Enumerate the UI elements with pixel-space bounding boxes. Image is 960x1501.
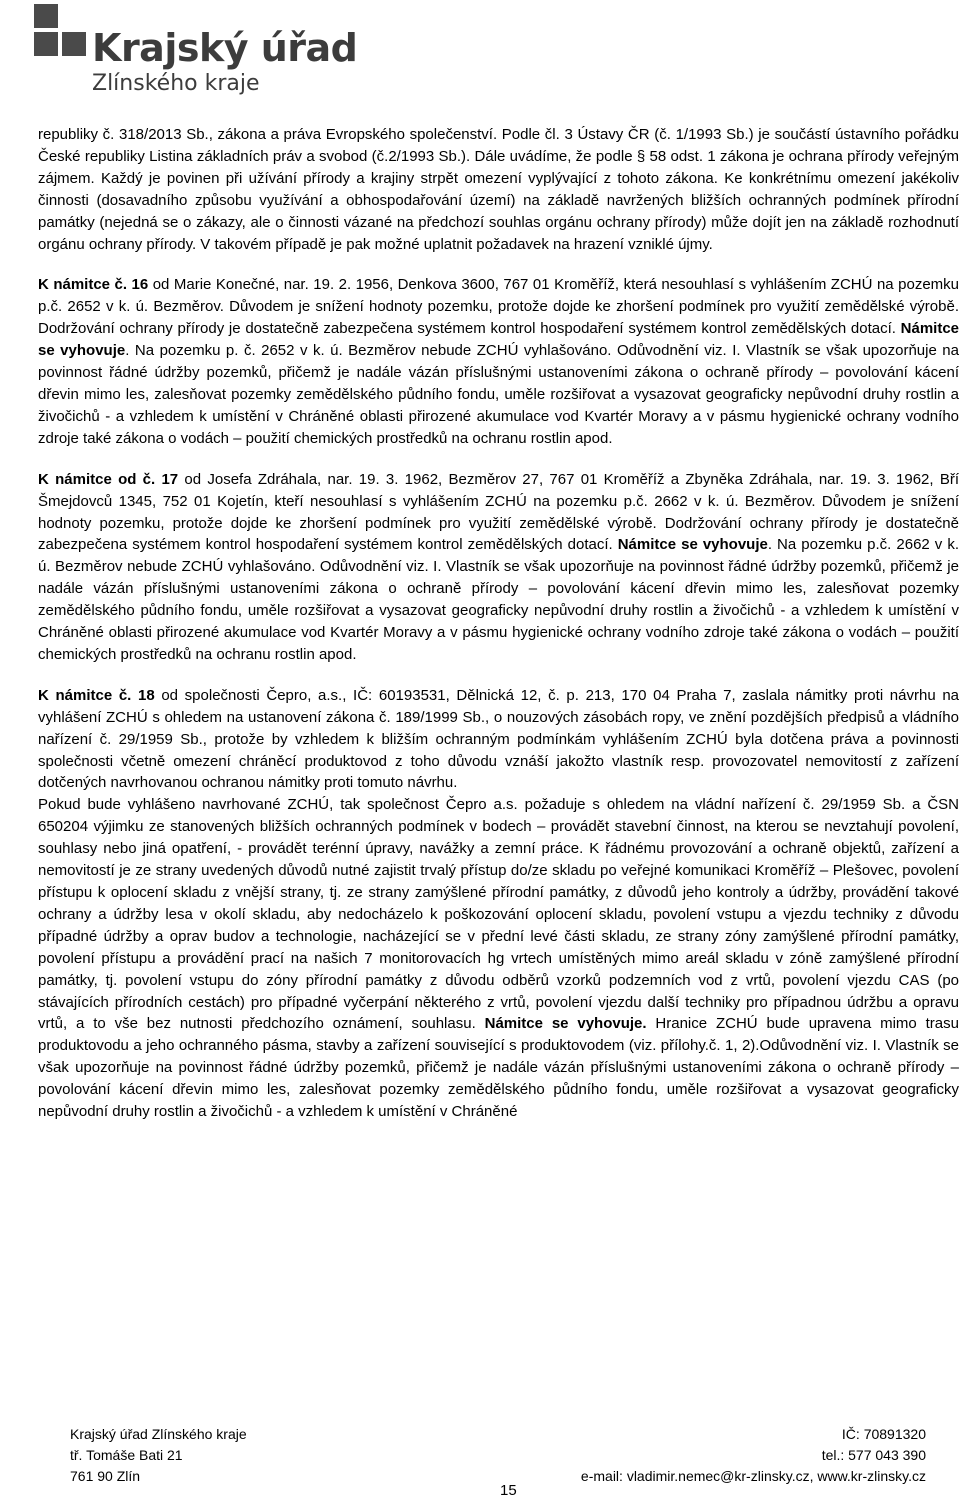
logo-title: Krajský úřad [92,26,358,70]
document-body [38,124,959,1123]
office-logo [34,4,434,100]
page-number: 15 [500,1482,517,1499]
paragraph-objection-17: K námitce od č. 17 od Josefa Zdráhala, nar. 19. 3. 1962, Bezměrov 27, 767 01 Kroměříž a Zbyněka Zdráhala, nar. 19. 3. 1962, Bří Šmejdovců 1345, 752 01 Kojetín, kteří nesouhlasí s vyhlášením ZCHÚ na pozemku p.č. 2662 v k. ú. Bezměrov. Důvodem je snížení hodnoty pozemku, protože dojde ke zhoršení podmínek pro využití zemědělské výrobě. Dodržování ochrany přírody je dostatečně zabezpečena systémem kontrol hospodaření systémem kontrol zemědělských dotací. Námitce se vyhovuje. Na pozemku p.č. 2662 v k. ú. Bezměrov nebude ZCHÚ vyhlašováno. Odůvodnění viz. I. Vlastník se však upozorňuje na povinnost řádné údržby pozemků, přičemž je nadále vázán příslušnými ustanoveními zákona o ochraně přírody – povolování kácení dřevin mimo les, zalesňovat pozemky zemědělského půdního fondu, uměle rozšiřovat a vysazovat geograficky nepůvodní druhy rostlin a živočichů - a vzhledem k umístění v Chráněné oblasti přirozené akumulace vod Kvartér Moravy a v pásmu hygienické ochrany vodního zdroje také zákona o vodách – použití chemických prostředků na ochranu rostlin apod. [38,470,959,663]
footer-street: tř. Tomáše Bati 21 [70,1447,183,1463]
objection-heading: K námitce č. 18 [38,686,155,704]
footer-address [70,1424,247,1487]
footer-email-web: e-mail: vladimir.nemec@kr-zlinsky.cz, www.kr-zlinsky.cz [580,1468,926,1484]
objection-heading: K námitce č. 16 [38,276,149,294]
page-footer [0,1424,960,1500]
paragraph-objection-18: K námitce č. 18 od společnosti Čepro, a.s., IČ: 60193531, Dělnická 12, č. p. 213, 170 04 Praha 7, zaslala námitky proti návrhu na vyhlášení ZCHÚ s ohledem na ustanovení zákona č. 189/1999 Sb., o nouzových zásobách ropy, ve znění pozdějších předpisů a vládního nařízení č. 29/1959 Sb., protože by vzhledem k bližším ochranným podmínkám vyhlášením ZCHÚ byla dotčena práva a povinnosti společnosti včetně omezení chráněcí produktovod z toho důvodu vznáší jakožto vlastník resp. provozovatel nemovitostí z zařízení dotčených navrhovanou ochranou námitky proti tomuto návrhu. [38,686,960,792]
footer-ico: IČ: 70891320 [841,1426,926,1442]
objection-heading: K námitce od č. 17 [38,470,179,488]
logo-square [62,32,86,56]
decision-label: Námitce se vyhovuje. [484,1015,647,1033]
logo-square [34,32,58,56]
paragraph-intro: republiky č. 318/2013 Sb., zákona a práva Evropského společenství. Podle čl. 3 Ústavy ČR (č. 1/1993 Sb.) je součástí ústavního pořádku České republiky Listina základních práv a svobod (č.2/1993 Sb.). Dále uvádíme, že podle § 58 odst. 1 zákona je ochrana přírody veřejným zájmem. Každý je povinen při užívání přírody a krajiny strpět omezení vyplývající z tohoto zákona. Ke konkrétnímu omezení jakékoliv činnosti (dosavadního způsobu využívání a obhospodařování území) na základě navržených bližších ochranných podmínek přírodní památky (nejedná se o zákazy, ale o činnosti vázané na předchozí souhlas orgánu ochrany přírody) může dojít jen na základě rozhodnutí orgánu ochrany přírody. V takovém případě je pak možné uplatnit požadavek na hrazení vzniklé újmy. [38,126,959,253]
logo-subtitle: Zlínského kraje [92,71,260,96]
footer-city: 761 90 Zlín [70,1468,141,1484]
footer-org: Krajský úřad Zlínského kraje [70,1426,247,1442]
decision-label: Námitce se vyhovuje [617,536,768,554]
decision-label: Námitce se vyhovuje [38,320,959,360]
paragraph-cepro-request: Pokud bude vyhlášeno navrhované ZCHÚ, tak společnost Čepro a.s. požaduje s ohledem na vládní nařízení č. 29/1959 Sb. a ČSN 650204 výjimku ze stanovených bližších ochranných podmínek v bodech – provádět stavební činnost, na kterou se nevztahují povolení, souhlasy nebo jiná opatření, - provádět terénní úpravy, navážky a zemní práce. K řádnému provozování a ochraně objektů, zařízení a nemovitostí je ze strany uvedených důvodů nutné zajistit trvalý přístup do/ze skladu po veřejné komunikaci Kroměříž – Plešovec, povolení přístupu k oplocení skladu z vnější strany, tj. ze strany zamýšlené přírodní památky, z důvodů jeho kontroly a údržby, provádění takové ochrany a údržby lesa v okolí skladu, aby nedocházelo k poškozování oplocení skladu, povolení vstupu a vjezdu techniky z důvodu případné údržby a oprav budov a technologie, nacházející se v přední levé části skladu, ze strany zóny zamýšlené přírodní památky, povolení přístupu a provádění prací na našich 7 monitorovacích hg vrtech umístěných mimo areál skladu v zóně zamýšlené přírodní památky, tj. povolení vstupu do zóny přírodní památky z důvodu odběrů vzorků podzemních vod z vrtů, povolení vjezdu CAS (po stávajících přírodních cestách) pro případné vyčerpání některého z vrtů, povolení vjezdu další techniky pro případnou údržbu a opravu vrtů, a to vše bez nutnosti předchozího oznámení, souhlasu. Námitce se vyhovuje. Hranice ZCHÚ bude upravena mimo trasu produktovodu a jeho ochranného pásma, stavby a zařízení související s produktovodem (viz. přílohy.č. 1, 2).Odůvodnění viz. I. Vlastník se však upozorňuje na povinnost řádné údržby pozemků, přičemž je nadále vázán příslušnými ustanoveními zákona o ochraně přírody – povolování kácení dřevin mimo les, zalesňovat pozemky zemědělského půdního fondu, uměle rozšiřovat a vysazovat geograficky nepůvodní druhy rostlin a živočichů - a vzhledem k umístění v Chráněné [38,796,959,1121]
logo-square [34,4,58,28]
footer-contacts [581,1424,926,1487]
paragraph-objection-16: K námitce č. 16 od Marie Konečné, nar. 19. 2. 1956, Denkova 3600, 767 01 Kroměříž, která nesouhlasí s vyhlášením ZCHÚ na pozemku p.č. 2652 v k. ú. Bezměrov. Důvodem je snížení hodnoty pozemku, protože dojde ke zhoršení podmínek pro využití zemědělské výrobě. Dodržování ochrany přírody je dostatečně zabezpečena systémem kontrol hospodaření systémem kontrol zemědělských dotací. Námitce se vyhovuje. Na pozemku p. č. 2652 v k. ú. Bezměrov nebude ZCHÚ vyhlašováno. Odůvodnění viz. I. Vlastník se však upozorňuje na povinnost řádné údržby pozemků, přičemž je nadále vázán příslušnými ustanoveními zákona o ochraně přírody – povolování kácení dřevin mimo les, zalesňovat pozemky zemědělského půdního fondu, uměle rozšiřovat a vysazovat geograficky nepůvodní druhy rostlin a živočichů - a vzhledem k umístění v Chráněné oblasti přirozené akumulace vod Kvartér Moravy a v pásmu hygienické ochrany vodního zdroje také zákona o vodách – použití chemických prostředků na ochranu rostlin apod. [38,276,960,447]
footer-phone: tel.: 577 043 390 [821,1447,926,1463]
